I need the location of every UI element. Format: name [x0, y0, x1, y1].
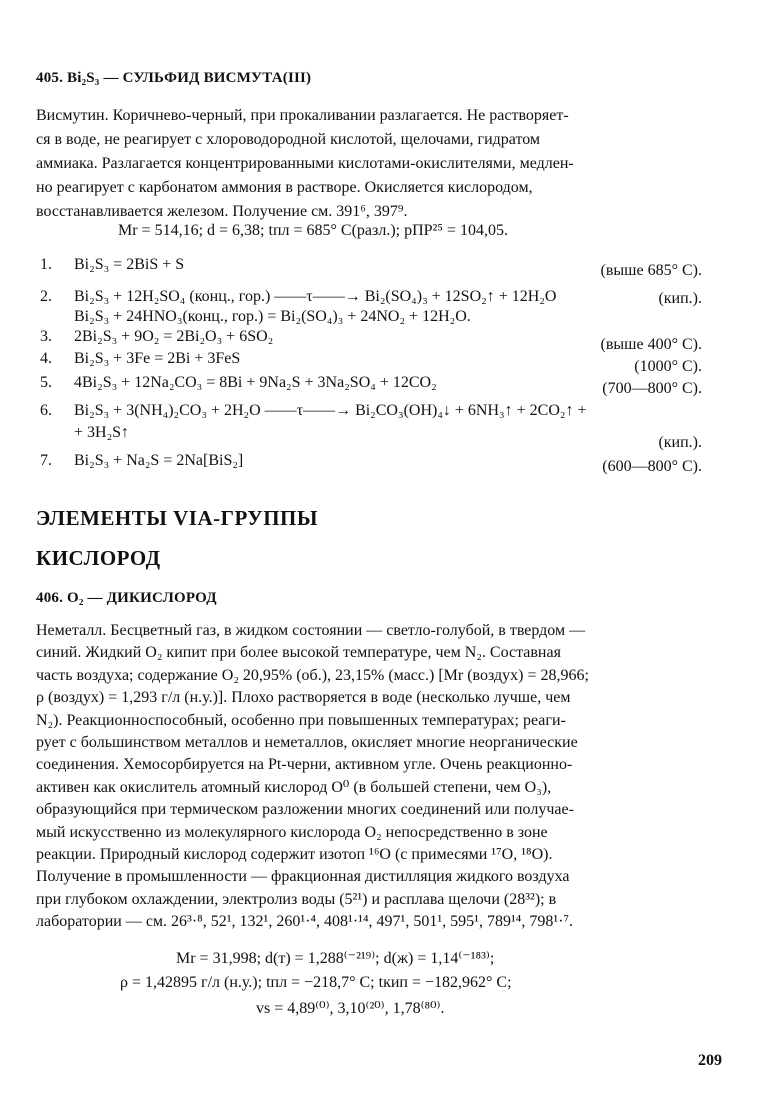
reaction-condition: (600—800° C).	[602, 458, 702, 475]
reaction-number: 1.	[40, 256, 52, 273]
description-line: Висмутин. Коричнево-черный, при прокаливании разлагается. Не растворяет-	[36, 107, 569, 124]
reaction-number: 6.	[40, 402, 52, 419]
reaction-equation: Bi₂S₃ + Na₂S = 2Na[BiS₂]	[74, 452, 244, 469]
description-line: соединения. Хемосорбируется на Pt-черни, активном угле. Очень реакционно-	[36, 756, 573, 774]
reaction-equation: 2Bi₂S₃ + 9O₂ = 2Bi₂O₃ + 6SO₂	[74, 328, 274, 345]
description-line: ρ (воздух) = 1,293 г/л (н.у.)]. Плохо растворяется в воде (несколько лучше, чем	[36, 689, 571, 707]
reaction-condition: (выше 400° C).	[600, 336, 702, 353]
reaction-condition: (1000° C).	[634, 358, 702, 375]
reaction-equation: Bi₂S₃ + 3Fe = 2Bi + 3FeS	[74, 350, 241, 367]
description-line: ся в воде, не реагирует с хлороводородной кислотой, щелочами, гидратом	[36, 131, 541, 148]
description-line: активен как окислитель атомный кислород O⁰ (в большей степени, чем O₃),	[36, 778, 552, 796]
description-line: мый искусственно из молекулярного кислорода O₂ непосредственно в зоне	[36, 823, 548, 841]
description-line: N₂). Реакционноспособный, особенно при повышенных температурах; реаги-	[36, 711, 566, 729]
entry-406-properties-line: ρ = 1,42895 г/л (н.у.); tпл = −218,7° C; tкип = −182,962° C;	[120, 974, 512, 991]
reaction-number: 7.	[40, 452, 52, 469]
description-line: Получение в промышленности — фракционная дистилляция жидкого воздуха	[36, 868, 570, 886]
entry-406-description	[36, 620, 726, 934]
description-line: аммиака. Разлагается концентрированными кислотами-окислителями, медлен-	[36, 155, 574, 172]
reaction-number: 5.	[40, 374, 52, 391]
reaction-equation: + 3H₂S↑	[74, 424, 130, 441]
description-line: Неметалл. Бесцветный газ, в жидком состоянии — светло-голубой, в твердом —	[36, 622, 586, 639]
description-line: но реагирует с карбонатом аммония в растворе. Окисляется кислородом,	[36, 179, 533, 196]
reaction-number: 3.	[40, 328, 52, 345]
reaction-condition: (700—800° C).	[602, 380, 702, 397]
reaction-condition: (кип.).	[658, 290, 702, 307]
entry-406-heading: 406. O₂ — ДИКИСЛОРОД	[36, 590, 217, 606]
page-number: 209	[698, 1052, 722, 1069]
description-line: реакции. Природный кислород содержит изотоп ¹⁶O (с примесями ¹⁷O, ¹⁸O).	[36, 846, 553, 864]
reaction-equation: Bi₂S₃ + 24HNO₃(конц., гор.) = Bi₂(SO₄)₃ + 24NO₂ + 12H₂O.	[74, 308, 471, 325]
entry-405-properties: Mr = 514,16; d = 6,38; tпл = 685° C(разл.); рПР²⁵ = 104,05.	[118, 222, 508, 239]
reaction-equation: Bi₂S₃ = 2BiS + S	[74, 256, 185, 273]
description-line: синий. Жидкий O₂ кипит при более высокой температуре, чем N₂. Составная	[36, 644, 561, 662]
reaction-number: 2.	[40, 288, 52, 305]
entry-405-heading: 405. Bi₂S₃ — СУЛЬФИД ВИСМУТА(III)	[36, 70, 312, 86]
description-line: при глубоком охлаждении, электролиз воды (5²¹) и расплава щелочи (28³²); в	[36, 890, 557, 908]
entry-406-properties-line: vs = 4,89⁽⁰⁾, 3,10⁽²⁰⁾, 1,78⁽⁸⁰⁾.	[256, 1000, 445, 1017]
description-line: лаборатории — см. 26³·⁸, 52¹, 132¹, 260¹·⁴, 408¹·¹⁴, 497¹, 501¹, 595¹, 789¹⁴, 798¹·⁷.	[36, 913, 574, 931]
section-group-title: ЭЛЕМЕНТЫ VIA-ГРУППЫ	[36, 506, 318, 530]
description-line: образующийся при термическом разложении многих соединений или получае-	[36, 801, 574, 819]
description-line: рует с большинством металлов и неметаллов, окисляет многие неорганические	[36, 734, 578, 752]
section-element-title: КИСЛОРОД	[36, 546, 161, 570]
description-line: восстанавливается железом. Получение см. 391⁶, 397⁹.	[36, 203, 408, 220]
reaction-condition: (кип.).	[658, 434, 702, 451]
description-line: часть воздуха; содержание O₂ 20,95% (об.), 23,15% (масс.) [Mr (воздух) = 28,966;	[36, 666, 589, 684]
reaction-equation: Bi₂S₃ + 3(NH₄)₂CO₃ + 2H₂O ——τ——→ Bi₂CO₃(OH)₄↓ + 6NH₃↑ + 2CO₂↑ +	[74, 402, 587, 419]
reaction-equation: Bi₂S₃ + 12H₂SO₄ (конц., гор.) ——τ——→ Bi₂(SO₄)₃ + 12SO₂↑ + 12H₂O	[74, 288, 557, 305]
reaction-condition: (выше 685° C).	[600, 262, 702, 279]
entry-406-properties-line: Mr = 31,998; d(т) = 1,288⁽⁻²¹⁹⁾; d(ж) = 1,14⁽⁻¹⁸³⁾;	[176, 950, 495, 967]
entry-405-description	[36, 104, 726, 224]
reaction-equation: 4Bi₂S₃ + 12Na₂CO₃ = 8Bi + 9Na₂S + 3Na₂SO₄ + 12CO₂	[74, 374, 437, 391]
reaction-number: 4.	[40, 350, 52, 367]
